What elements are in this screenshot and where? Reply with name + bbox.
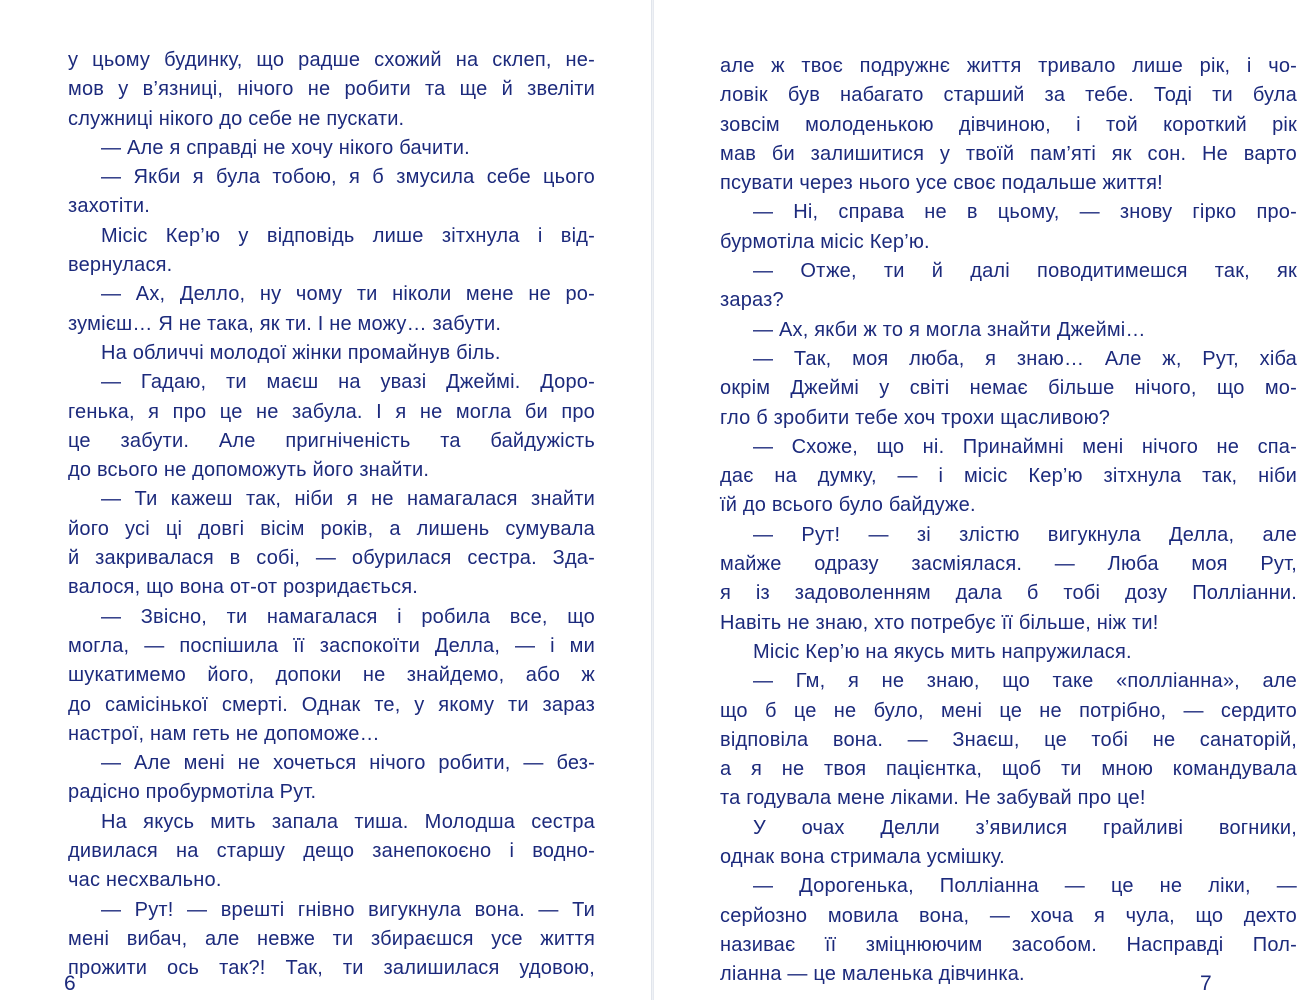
text-line: але ж твоє подружнє життя тривало лише рік, і чо- bbox=[720, 55, 1297, 77]
text-line: служниці нікого до себе не пускати. bbox=[68, 107, 405, 130]
text-line: мов у в’язниці, нічого не робити та ще й звеліти bbox=[68, 78, 595, 101]
text-line: — Рут! — зі злістю вигукнула Делла, але bbox=[753, 523, 1297, 546]
text-line: ліанна — це маленька дівчинка. bbox=[720, 963, 1025, 986]
text-line: зовсім молоденькою дівчиною, і той короткий рік bbox=[720, 113, 1297, 136]
text-line: серйозно мовила вона, — хоча я чула, що дехто bbox=[720, 904, 1297, 927]
text-line: до самісінької смерті. Однак те, у якому ти зараз bbox=[68, 693, 595, 716]
text-line: — Звісно, ти намагалася і робила все, що bbox=[101, 605, 595, 628]
right-page-text bbox=[720, 52, 1297, 990]
text-line: називає її зміцнюючим засобом. Насправді Пол- bbox=[720, 933, 1297, 956]
text-line: — Дорогенька, Полліанна — це не ліки, — bbox=[753, 875, 1297, 898]
text-line: його усі ці довгі вісім років, а лишень сумувала bbox=[68, 517, 595, 540]
text-line: зараз? bbox=[720, 289, 784, 312]
text-line: що б це не було, мені це не потрібно, — сердито bbox=[720, 699, 1297, 722]
text-line: час несхвально. bbox=[68, 869, 222, 892]
text-line: до всього не допоможуть його знайти. bbox=[68, 459, 430, 482]
right-page bbox=[652, 0, 1307, 1000]
text-line: шукатимемо його, допоки не знайдемо, або ж bbox=[68, 664, 595, 687]
text-line: — Рут! — врешті гнівно вигукнула вона. — Ти bbox=[101, 898, 595, 921]
text-line: захотіти. bbox=[68, 195, 151, 218]
text-line: — Схоже, що ні. Принаймні мені нічого не спа- bbox=[753, 435, 1297, 458]
text-line: настрої, нам геть не допоможе… bbox=[68, 722, 380, 745]
text-line: їй до всього було байдуже. bbox=[720, 494, 976, 517]
text-line: дає на думку, — і місіс Кер’ю зітхнула так, ніби bbox=[720, 465, 1297, 488]
text-line: у цьому будинку, що радше схожий на склеп, не- bbox=[68, 49, 595, 71]
text-line: гло б зробити тебе хоч трохи щасливою? bbox=[720, 406, 1111, 429]
text-line: — Ах, якби ж то я могла знайти Джеймі… bbox=[753, 318, 1146, 341]
text-line: — Ах, Делло, ну чому ти ніколи мене не ро- bbox=[101, 283, 595, 306]
text-line: та годувала мене ліками. Не забувай про це! bbox=[720, 787, 1146, 810]
text-line: псувати через нього усе своє подальше життя! bbox=[720, 172, 1163, 195]
text-line: відповіла вона. — Знаєш, це тобі не санаторій, bbox=[720, 728, 1297, 751]
text-line: — Але мені не хочеться нічого робити, — без- bbox=[101, 752, 595, 775]
text-line: могла, — поспішила її заспокоїти Делла, — і ми bbox=[68, 634, 595, 657]
page-number-right: 7 bbox=[1200, 972, 1212, 995]
text-line: я із задоволенням дала б тобі дозу Полліанни. bbox=[720, 582, 1297, 605]
text-line: майже одразу засміялася. — Люба моя Рут, bbox=[720, 553, 1297, 576]
page-number-left: 6 bbox=[64, 972, 76, 995]
text-line: — Гм, я не знаю, що таке «полліанна», але bbox=[753, 670, 1297, 693]
text-line: однак вона стримала усмішку. bbox=[720, 846, 1005, 869]
text-line: У очах Делли з’явилися грайливі вогники, bbox=[753, 816, 1297, 839]
text-line: Навіть не знаю, хто потребує її більше, ніж ти! bbox=[720, 611, 1159, 634]
left-page-text bbox=[68, 46, 595, 984]
text-line: це забути. Але пригніченість та байдужість bbox=[68, 429, 595, 452]
text-line: — Гадаю, ти маєш на увазі Джеймі. Доро- bbox=[101, 371, 595, 394]
text-line: Місіс Кер’ю на якусь мить напружилася. bbox=[753, 640, 1132, 663]
text-line: бурмотіла місіс Кер’ю. bbox=[720, 230, 930, 253]
text-line: На обличчі молодої жінки промайнув біль. bbox=[101, 341, 501, 364]
text-line: радісно пробурмотіла Рут. bbox=[68, 781, 317, 804]
left-page bbox=[0, 0, 652, 1000]
text-line: мені вибач, але невже ти збираєшся усе життя bbox=[68, 927, 595, 950]
text-line: мав би залишитися у твоїй пам’яті як сон. Не варто bbox=[720, 142, 1297, 165]
text-line: Місіс Кер’ю у відповідь лише зітхнула і від- bbox=[101, 224, 595, 247]
text-line: ловік був набагато старший за тебе. Тоді ти була bbox=[720, 84, 1297, 107]
text-line: — Ні, справа не в цьому, — знову гірко про- bbox=[753, 201, 1297, 224]
text-line: дивилася на старшу дещо занепокоєно і водно- bbox=[68, 840, 595, 863]
text-line: й закривалася в собі, — обурилася сестра. Зда- bbox=[68, 547, 595, 570]
text-line: — Так, моя люба, я знаю… Але ж, Рут, хіба bbox=[753, 347, 1297, 370]
text-line: окрім Джеймі у світі немає більше нічого, що мо- bbox=[720, 377, 1297, 400]
text-line: — Але я справді не хочу нікого бачити. bbox=[101, 136, 470, 159]
text-line: — Отже, ти й далі поводитимешся так, як bbox=[753, 260, 1297, 283]
text-line: а я не твоя пацієнтка, щоб ти мною командувала bbox=[720, 758, 1297, 781]
text-line: — Ти кажеш так, ніби я не намагалася знайти bbox=[101, 488, 595, 511]
text-line: На якусь мить запала тиша. Молодша сестра bbox=[101, 810, 595, 833]
text-line: генька, я про це не забула. І я не могла би про bbox=[68, 400, 595, 423]
text-line: зумієш… Я не така, як ти. І не можу… забути. bbox=[68, 312, 502, 335]
text-line: — Якби я була тобою, я б змусила себе цього bbox=[101, 166, 595, 189]
text-line: вернулася. bbox=[68, 254, 173, 277]
text-line: валося, що вона от-от розридається. bbox=[68, 576, 418, 599]
text-line: прожити ось так?! Так, ти залишилася удовою, bbox=[68, 957, 595, 980]
